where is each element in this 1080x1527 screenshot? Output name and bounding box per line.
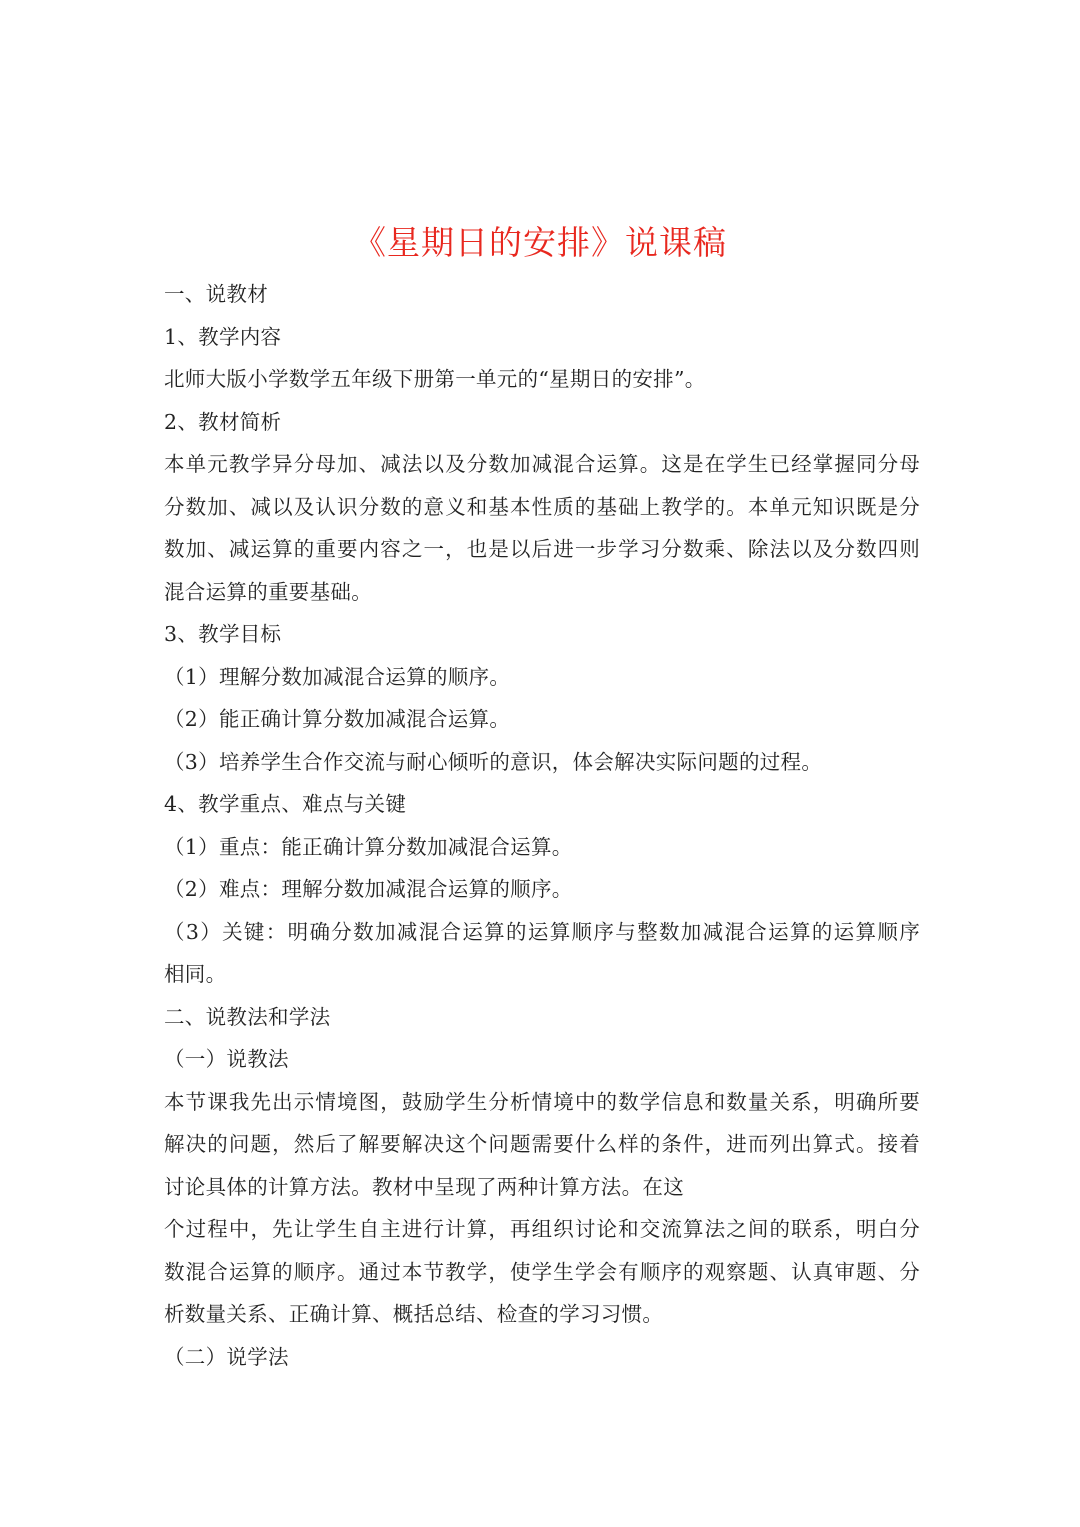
paragraph-line: 数加、减运算的重要内容之一，也是以后进一步学习分数乘、除法以及分数四则 bbox=[164, 537, 920, 561]
subsection-heading: 2、教材简析 bbox=[164, 409, 282, 434]
section-heading: 一、说教材 bbox=[164, 282, 268, 306]
list-item: （2）难点：理解分数加减混合运算的顺序。 bbox=[164, 877, 573, 901]
paragraph-line: 混合运算的重要基础。 bbox=[164, 579, 372, 604]
subsection-heading: 3、教学目标 bbox=[164, 622, 282, 646]
list-item: （2）能正确计算分数加减混合运算。 bbox=[164, 707, 511, 731]
paragraph-line: 析数量关系、正确计算、概括总结、检查的学习习惯。 bbox=[164, 1302, 664, 1326]
subsection-heading: （二）说学法 bbox=[164, 1344, 289, 1369]
document-body bbox=[164, 273, 920, 1378]
paragraph-line: 分数加、减以及认识分数的意义和基本性质的基础上教学的。本单元知识既是分 bbox=[164, 494, 920, 519]
subsection-heading: （一）说教法 bbox=[164, 1047, 289, 1071]
paragraph-line: 相同。 bbox=[164, 962, 227, 986]
paragraph-line: 解决的问题，然后了解要解决这个问题需要什么样的条件，进而列出算式。接着 bbox=[164, 1132, 920, 1156]
paragraph-line: 个过程中，先让学生自主进行计算，再组织讨论和交流算法之间的联系，明白分 bbox=[164, 1217, 920, 1241]
paragraph-line: 本节课我先出示情境图，鼓励学生分析情境中的数学信息和数量关系，明确所要 bbox=[164, 1089, 920, 1114]
list-item: （1）重点：能正确计算分数加减混合运算。 bbox=[164, 834, 573, 859]
document-title: 《星期日的安排》说课稿 bbox=[353, 223, 727, 262]
paragraph-line: 本单元教学异分母加、减法以及分数加减混合运算。这是在学生已经掌握同分母 bbox=[164, 452, 920, 476]
list-item: （3）关键：明确分数加减混合运算的运算顺序与整数加减混合运算的运算顺序 bbox=[164, 919, 920, 944]
list-item: （1）理解分数加减混合运算的顺序。 bbox=[164, 664, 511, 689]
paragraph-line: 数混合运算的顺序。通过本节教学，使学生学会有顺序的观察题、认真审题、分 bbox=[164, 1259, 920, 1284]
paragraph-line: 讨论具体的计算方法。教材中呈现了两种计算方法。在这 bbox=[164, 1174, 684, 1199]
subsection-heading: 4、教学重点、难点与关键 bbox=[164, 792, 407, 816]
subsection-heading: 1、教学内容 bbox=[164, 324, 282, 349]
section-heading: 二、说教法和学法 bbox=[164, 1004, 331, 1029]
paragraph-line: 北师大版小学数学五年级下册第一单元的“星期日的安排”。 bbox=[164, 367, 706, 391]
list-item: （3）培养学生合作交流与耐心倾听的意识，体会解决实际问题的过程。 bbox=[164, 749, 823, 774]
